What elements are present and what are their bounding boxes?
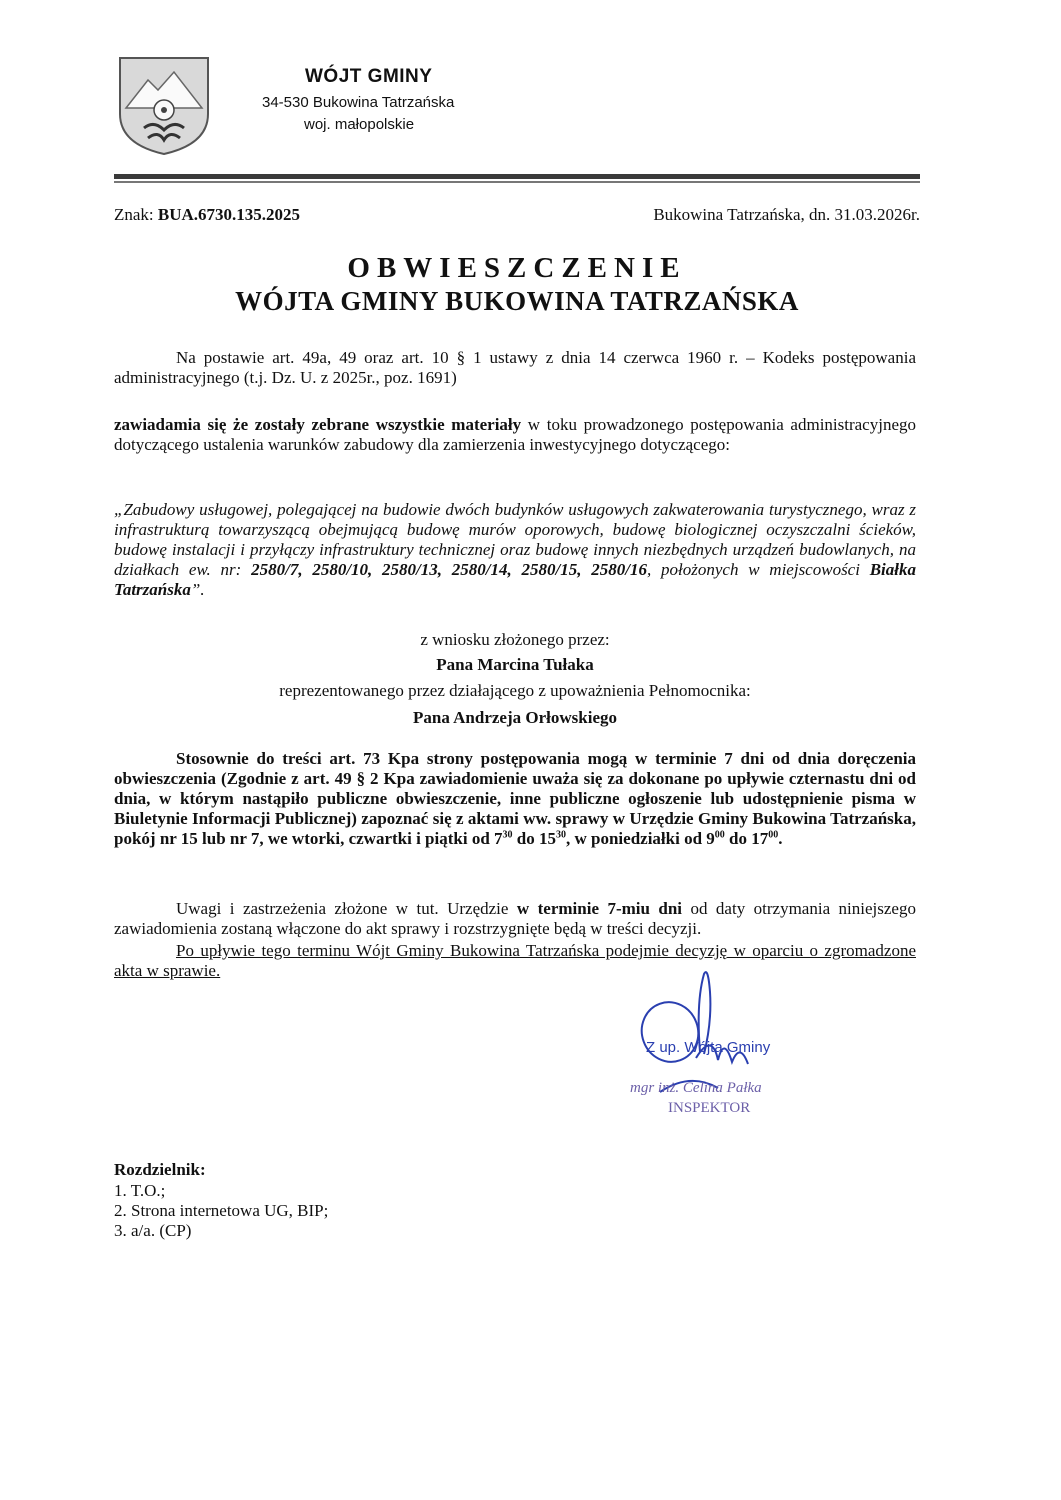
time-4: 00 xyxy=(768,829,779,841)
rights-d: . xyxy=(778,829,783,848)
project-parcels: 2580/7, 2580/10, 2580/13, 2580/14, 2580/15, 2580/16 xyxy=(251,560,647,579)
rights-paragraph xyxy=(114,749,916,849)
time-3: 00 xyxy=(714,829,725,841)
representative-name: Pana Andrzeja Orłowskiego xyxy=(413,708,617,727)
notice-paragraph xyxy=(114,415,916,455)
header-divider-thin xyxy=(114,181,920,183)
office-name: WÓJT GMINY xyxy=(305,66,433,87)
official-stamp-signature xyxy=(600,962,860,1132)
project-mid: , położonych w miejscowości xyxy=(647,560,870,579)
project-end: ”. xyxy=(190,580,205,599)
distribution-title: Rozdzielnik: xyxy=(114,1160,206,1179)
case-sign xyxy=(114,205,300,225)
stamp-line-1: Z up. Wójta Gminy xyxy=(646,1039,771,1056)
stamp-line-3: INSPEKTOR xyxy=(668,1100,751,1116)
representative-label: reprezentowanego przez działającego z upoważnienia Pełnomocnika: xyxy=(279,681,751,700)
rights-c: do 17 xyxy=(724,829,769,848)
project-text: „Zabudowy usługowej, polegającej na budowie dwóch budynków usługowych zakwaterowania turystycznego, wraz z infrastrukturą towarzyszącą obejmującą budowę murów oporowych, budowę biologicznej oczyszczalni ścieków, budowę instalacji i przyłączy infrastruktury technicznej oraz budowę innych niezbędnych urządzeń budowlanych, na działkach ew. nr: xyxy=(114,500,916,579)
case-sign-value: BUA.6730.135.2025 xyxy=(157,205,301,224)
time-1: 30 xyxy=(502,829,513,841)
distribution-item: 1. T.O.; xyxy=(114,1181,166,1200)
remarks-bold: w terminie 7-miu dni xyxy=(516,899,683,918)
legal-basis: Na postawie art. 49a, 49 oraz art. 10 § 1 ustawy z dnia 14 czerwca 1960 r. – Kodeks postępowania administracyjnego (t.j. Dz. U. z 2025r., poz. 1691) xyxy=(114,348,916,387)
notice-rest: w toku prowadzonego postępowania administracyjnego dotyczącego ustalenia warunków zabudowy dla zamierzenia inwestycyjnego dotyczącego: xyxy=(114,415,916,454)
project-description xyxy=(114,500,916,600)
header-divider xyxy=(114,174,920,179)
document-subtitle: WÓJTA GMINY BUKOWINA TATRZAŃSKA xyxy=(235,286,799,316)
rights-b: , w poniedziałki od 9 xyxy=(566,829,715,848)
decision-paragraph: Po upływie tego terminu Wójt Gminy Bukowina Tatrzańska podejmie decyzję w oparciu o zgromadzone akta w sprawie. xyxy=(114,941,916,980)
stamp-line-2: mgr inż. Celina Pałka xyxy=(630,1080,762,1096)
rights-text: Stosownie do treści art. 73 Kpa strony postępowania mogą w terminie 7 dni od dnia doręczenia obwieszczenia (Zgodnie z art. 49 § 2 Kpa zawiadomienie uważa się za dokonane po upływie czternastu dni od dnia, w którym nastąpiło publiczne obwieszczenie, inne publiczne ogłoszenie lub udostępnienie pisma w Biuletynie Informacji Publicznej) zapoznać się z aktami ww. sprawy w Urzędzie Gminy Bukowina Tatrzańska, pokój nr 15 lub nr 7, we wtorki, czwartki i piątki od 7 xyxy=(114,749,916,848)
coat-of-arms-emblem xyxy=(118,56,210,156)
office-address: 34-530 Bukowina Tatrzańska xyxy=(262,94,455,111)
case-sign-label: Znak: xyxy=(114,205,158,224)
applicant-name: Pana Marcina Tułaka xyxy=(436,655,594,674)
distribution-list xyxy=(114,1181,328,1241)
distribution-item: 3. a/a. (CP) xyxy=(114,1221,192,1240)
notice-bold: zawiadamia się że zostały zebrane wszystkie materiały xyxy=(114,415,522,434)
remarks-post: od daty otrzymania niniejszego zawiadomienia zostaną włączone do akt sprawy i rozstrzygnięte będą w treści decyzji. xyxy=(114,899,916,938)
applicant-label: z wniosku złożonego przez: xyxy=(420,630,610,649)
remarks-pre: Uwagi i zastrzeżenia złożone w tut. Urzędzie xyxy=(176,899,517,918)
document-title: OBWIESZCZENIE xyxy=(347,252,687,284)
place-date: Bukowina Tatrzańska, dn. 31.03.2026r. xyxy=(653,205,920,224)
project-place: Białka Tatrzańska xyxy=(114,560,917,599)
distribution-item: 2. Strona internetowa UG, BIP; xyxy=(114,1201,329,1220)
office-voivodeship: woj. małopolskie xyxy=(304,116,415,133)
rights-a: do 15 xyxy=(512,829,556,848)
time-2: 30 xyxy=(556,829,566,841)
remarks-paragraph xyxy=(114,899,916,939)
